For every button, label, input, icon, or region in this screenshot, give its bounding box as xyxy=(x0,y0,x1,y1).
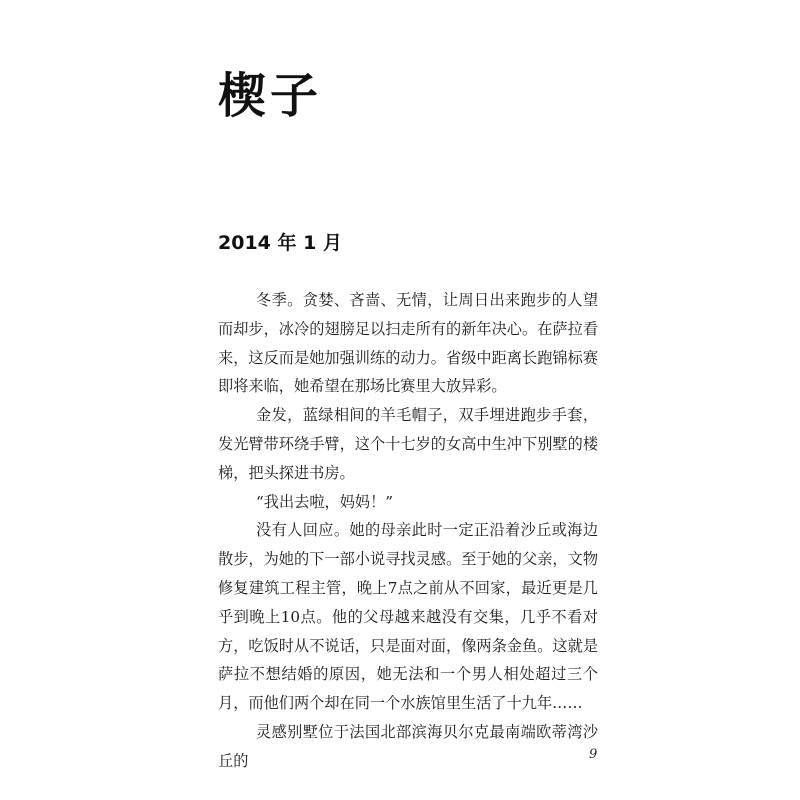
page-number: 9 xyxy=(589,747,598,762)
paragraph: 灵感别墅位于法国北部滨海贝尔克最南端欧蒂湾沙丘的 xyxy=(218,722,598,770)
paragraph: “我出去啦，妈妈！” xyxy=(256,492,394,511)
paragraph: 金发，蓝绿相间的羊毛帽子，双手埋进跑步手套，发光臂带环绕手臂，这个十七岁的女高中生冲下别墅的楼梯，把头探进书房。 xyxy=(218,406,598,482)
chapter-title: 楔子 xyxy=(218,68,323,124)
body-text xyxy=(218,286,598,776)
paragraph: 冬季。贪婪、吝啬、无情，让周日出来跑步的人望而却步，冰冷的翅膀足以扫走所有的新年决心。在萨拉看来，这反而是她加强训练的动力。省级中距离长跑锦标赛即将来临，她希望在那场比赛里大放异彩。 xyxy=(218,291,598,396)
section-date-heading: 2014 年 1 月 xyxy=(218,232,342,254)
paragraph: 没有人回应。她的母亲此时一定正沿着沙丘或海边散步，为她的下一部小说寻找灵感。至于她的父亲，文物修复建筑工程主管，晚上7点之前从不回家，最近更是几乎到晚上10点。他的父母越来越没有交集，几乎不看对方，吃饭时从不说话，只是面对面，像两条金鱼。这就是萨拉不想结婚的原因，她无法和一个男人相处超过三个月，而他们两个却在同一个水族馆里生活了十九年…… xyxy=(218,521,598,713)
